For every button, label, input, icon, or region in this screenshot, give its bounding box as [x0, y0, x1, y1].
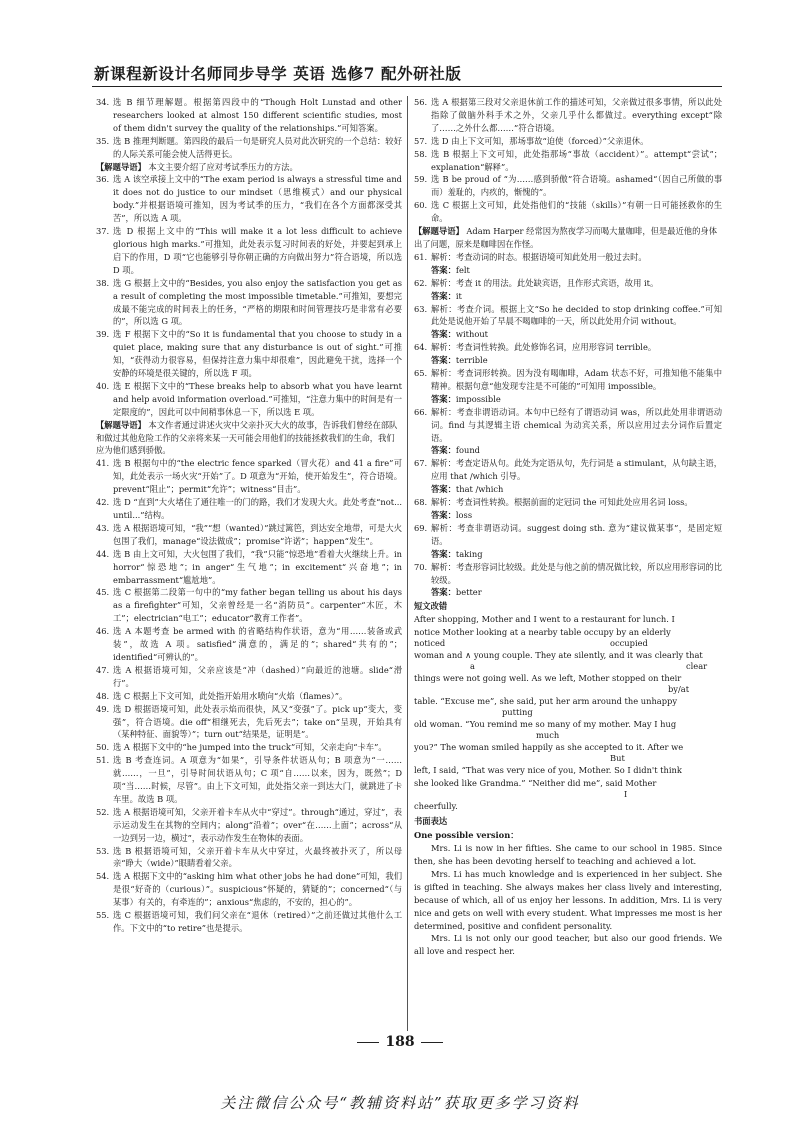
item-explanation: 选 B 推理判断题。第四段的最后一句是研究人员对此次研究的一个总结：较好的人际关系可能会使人活得更长。	[113, 135, 402, 159]
item-explanation: 解析：考查动词的时态。根据语境可知此处用一般过去时。	[431, 251, 647, 262]
item-explanation: 选 D “直到”大火堵住了通往唯一的门的路，我们才发现大火。此处考查“not... until...”结构。	[113, 497, 402, 520]
correction-fix: a	[470, 661, 475, 672]
answer-item	[414, 561, 722, 587]
answer-label: 答案：	[431, 587, 456, 598]
reading-guide	[96, 419, 402, 458]
writing-paragraph: Mrs. Li is now in her fifties. She came to our school in 1985. Since then, she has been devoting herself to teaching and achieved a lot.	[414, 843, 722, 866]
item-number: 59.	[414, 174, 428, 185]
answer-item	[96, 496, 402, 522]
answer-item	[96, 173, 402, 225]
answer-value: it	[455, 290, 462, 301]
item-number: 45.	[96, 587, 110, 598]
correction-title: 短文改错	[414, 601, 448, 612]
item-explanation: 选 C 根据语境可知，我们问父亲在“退休（retired）”之前还做过其他什么工作。下文中的“to retire”也是提示。	[113, 910, 402, 933]
item-number: 52.	[96, 806, 110, 817]
answer-value: that /which	[455, 484, 504, 495]
reading-guide	[96, 161, 402, 174]
guide-label: 【解题导语】	[96, 161, 146, 172]
item-number: 55.	[96, 910, 110, 921]
item-explanation: 选 G 根据上文中的“Besides, you also enjoy the satisfaction you get as a result of completing the most impossible timetable.”可推知，要想完成最不能完成的时间表上的任务，“严格的期限和时间管理技巧是非常有必要的”，所以选 G 项。	[113, 277, 402, 327]
item-explanation: 选 E 根据下文中的“These breaks help to absorb what you have learnt and help avoid information overload.”可推知，“注意力集中的时间是有一定限度的”，因此可以中间稍事休息一下，所以选 E 项。	[113, 380, 402, 417]
answer-item	[414, 148, 722, 174]
answer-value: loss	[455, 510, 473, 520]
answer-item	[414, 251, 722, 264]
item-number: 62.	[414, 277, 428, 288]
answer-label: 答案：	[431, 264, 456, 275]
correction-line	[414, 777, 722, 800]
item-explanation: 选 A 根据下文中的“he jumped into the truck”可知，父亲走向“卡车”。	[113, 742, 387, 753]
footer-note: 关注微信公众号“教辅资料站”获取更多学习资料	[220, 1094, 580, 1112]
item-answer	[414, 290, 722, 303]
item-number: 38.	[96, 277, 110, 288]
right-column	[414, 96, 722, 958]
guide-label: 【解题导语】	[414, 226, 464, 237]
item-explanation: 解析：考查非谓语动词。suggest doing sth. 意为“建议做某事”，是固定短语。	[431, 522, 722, 546]
item-number: 70.	[414, 561, 428, 572]
answer-item	[96, 457, 402, 496]
item-number: 36.	[96, 174, 110, 185]
answer-item	[414, 367, 722, 393]
correction-fix: clear	[686, 661, 708, 672]
item-number: 48.	[96, 690, 110, 701]
guide-text: Adam Harper 经常因为熬夜学习而喝大量咖啡，但是最近他的身体出了问题，原来是咖啡因在作怪。	[414, 226, 717, 249]
writing-paragraph: Mrs. Li has much knowledge and is experienced in her subject. She is gifted in teaching. She always makes her class lively and interesting, because of which, all of us enjoy her lessons. In addition, Mrs. Li is very nice and gets on well with every student. What impresses me most is her determined, positive and confident personality.	[414, 868, 722, 931]
item-number: 65.	[414, 368, 428, 379]
answer-label: 答案：	[431, 484, 456, 495]
item-number: 64.	[414, 342, 428, 353]
answer-item	[414, 303, 722, 329]
item-explanation: 选 F 根据下文中的“So it is fundamental that you choose to study in a quiet place, making sure that any disturbance is out of sight.”可推知，“获得动力很容易，但保持注意力集中却很难”，因此避免干扰，选择一个安静的环境是很关键的，所以选 F 项。	[113, 329, 402, 379]
answer-item	[414, 341, 722, 354]
right-items	[414, 96, 722, 599]
answer-item	[414, 522, 722, 548]
answer-label: 答案：	[431, 548, 456, 559]
item-number: 68.	[414, 497, 428, 508]
correction-fix: occupied	[610, 638, 648, 649]
answer-item	[96, 277, 402, 329]
item-explanation: 解析：考查词性转换。此处修饰名词，应用形容词 terrible。	[431, 342, 657, 353]
item-number: 66.	[414, 406, 428, 417]
answer-item	[414, 199, 722, 225]
item-answer	[414, 328, 722, 341]
item-number: 46.	[96, 626, 110, 637]
guide-label: 【解题导语】	[96, 419, 146, 430]
item-number: 61.	[414, 251, 428, 262]
correction-line	[414, 718, 722, 741]
correction-text	[414, 613, 722, 813]
item-number: 43.	[96, 522, 110, 533]
answer-item	[96, 664, 402, 690]
correction-fix: I	[624, 789, 628, 800]
item-number: 67.	[414, 458, 428, 469]
correction-sentence: things were not going well. As we left, Mother stopped on their	[414, 673, 682, 684]
left-column	[96, 96, 402, 935]
item-explanation: 选 C 根据上下文可知，此处指开始用水喷向“火焰（flames）”。	[113, 690, 348, 701]
answer-item	[96, 548, 402, 587]
answer-value: felt	[455, 264, 470, 275]
answer-value: impossible	[455, 393, 501, 404]
correction-line	[414, 695, 722, 718]
item-number: 54.	[96, 871, 110, 882]
reading-guide	[414, 225, 722, 251]
answer-item	[414, 496, 722, 509]
answer-item	[96, 328, 402, 380]
page-number: 188	[0, 1034, 800, 1050]
item-number: 42.	[96, 497, 110, 508]
writing-paragraph: Mrs. Li is not only our good teacher, but also our good friends. We all love and respect her.	[414, 933, 722, 957]
page-header	[92, 52, 722, 87]
answer-item	[96, 703, 402, 742]
item-explanation: 选 B 根据上下文可知，此处指那场“事故（accident）”。attempt“尝试”；explanation“解释”。	[431, 148, 722, 172]
item-explanation: 选 D 根据语境可知，此处表示焰而很快，风又“变强”了。pick up“变大，变强”，符合语境。die off“相继死去，先后死去”；take on“呈现，开始具有（某种特征、面貌等）”；turn out“结果是，证明是”。	[113, 703, 402, 740]
item-explanation: 选 A 该空承接上文中的“The exam period is always a stressful time and it does not do justice to our mindset（思维模式）and our physical body.”并根据语境可推知，因为考试季的压力，“我们在各个方面都深受其苦”，所以选 A 项。	[113, 174, 402, 224]
item-explanation: 选 A 根据下文中的“asking him what other jobs he had done”可知，我们是很“好奇的（curious）”。suspicious“怀疑的，猜疑的”；concerned“（与某事）有关的，有牵连的”；anxious“焦虑的，不安的，担心的”。	[113, 871, 402, 908]
item-number: 50.	[96, 742, 110, 753]
answer-label: 答案：	[431, 510, 456, 520]
item-explanation: 解析：考查介词。根据上文“So he decided to stop drinking coffee.”可知此处是说他开始了早晨不喝咖啡的一天，所以此处用介词 without。	[431, 303, 722, 327]
item-answer	[414, 354, 722, 367]
answer-value: better	[455, 587, 482, 598]
answer-item	[96, 380, 402, 419]
item-explanation: 选 B 根据句中的“the electric fence sparked（冒火花）and 41 a fire”可知，此处表示一场火灾“开始”了。D 项意为“开始，使开始发生”，符合语境。prevent“阻止”；permit“允许”；witness“目击”。	[113, 458, 402, 495]
answer-item	[96, 909, 402, 935]
item-number: 40.	[96, 380, 110, 391]
item-explanation: 选 B be proud of “为……感到骄傲”符合语境。ashamed“（因自己所做的事而）羞耻的，内疚的，惭愧的”。	[431, 174, 722, 198]
correction-line	[414, 800, 722, 813]
correction-sentence: left, I said, “That was very nice of you, Mother. So I didn't think	[414, 765, 682, 776]
correction-line	[414, 649, 722, 672]
answer-item	[96, 625, 402, 664]
answer-item	[414, 406, 722, 445]
correction-fix: much	[536, 730, 560, 741]
item-explanation: 解析：考查词形转换。因为没有喝咖啡，Adam 状态不好，可推知他不能集中精神。根据句意“他发现专注是不可能的”可知用 impossible。	[431, 368, 722, 391]
item-explanation: 选 A 根据第三段对父亲退休前工作的描述可知，父亲做过很多事情，所以此处指除了做脑外科手术之外，父亲几乎什么都做过。everything except“除了……之外什么都……”符合语境。	[431, 97, 722, 133]
item-number: 57.	[414, 135, 428, 146]
correction-fix: putting	[502, 707, 533, 718]
answer-item	[96, 806, 402, 845]
item-explanation: 选 A 本题考查 be armed with 的省略结构作状语，意为“用……装备或武装”，故选 A 项。satisfied“满意的，满足的”；shared“共有的”；identified“可辨认的”。	[113, 626, 402, 662]
answer-item	[96, 225, 402, 277]
item-number: 51.	[96, 755, 110, 766]
answer-item	[414, 457, 722, 483]
item-explanation: 选 B 考查连词。A 项意为“如果”，引导条件状语从句；B 项意为“一……就……，一旦”，引导时间状语从句；C 项“自……以来，因为，既然”；D 项“当……时候，尽管”。由上下文可知，此处指父亲一到达大门，就跳进了卡车里。故选 B 项。	[113, 755, 402, 804]
item-number: 49.	[96, 703, 110, 714]
answer-item	[96, 586, 402, 625]
item-number: 37.	[96, 226, 110, 237]
writing-subtitle: One possible version：	[414, 830, 519, 841]
item-number: 58.	[414, 148, 428, 159]
answer-item	[96, 845, 402, 871]
item-explanation: 选 D 根据上文中的“This will make it a lot less difficult to achieve glorious high marks.”可推知，此处表示复习时间表的好处，并要起到承上启下的作用，D 项“它也能够引导你朝正确的方向做出努力”符合语境，所以选 D 项。	[113, 226, 402, 275]
answer-value: taking	[455, 548, 483, 559]
answer-item	[96, 690, 402, 703]
item-explanation: 选 A 根据语境可知，父亲开着卡车从火中“穿过”。through“通过，穿过”，表示运动发生在其物的空间内；along“沿着”；over“在……上面”；across“从一边到另一边，横过”，表示动作发生在物体的表面。	[113, 806, 402, 843]
item-answer	[414, 393, 722, 406]
item-number: 63.	[414, 303, 428, 314]
writing-body	[414, 842, 722, 958]
correction-sentence: After shopping, Mother and I went to a restaurant for lunch. I	[414, 614, 675, 625]
item-explanation: 解析：考查定语从句。此处为定语从句，先行词是 a stimulant，从句缺主语，应用 that /which 引导。	[431, 458, 722, 482]
answer-item	[96, 741, 402, 754]
answer-label: 答案：	[431, 355, 456, 366]
item-explanation: 解析：考查形容词比较级。此处是与他之前的情况做比较，所以应用形容词的比较级。	[431, 561, 722, 585]
correction-fix: But	[610, 753, 625, 764]
item-number: 44.	[96, 548, 110, 559]
correction-line	[414, 613, 722, 626]
item-number: 60.	[414, 200, 428, 211]
answer-value: terrible	[455, 355, 488, 366]
item-number: 39.	[96, 329, 110, 340]
item-explanation: 选 A 根据语境可知，父亲应该是“冲（dashed）”向最近的池塘。slide“滑行”。	[113, 664, 402, 688]
item-explanation: 选 B 根据语境可知，父亲开着卡车从火中穿过，火最终被扑灭了，所以母亲“睁大（wide）”眼睛看着父亲。	[113, 845, 402, 869]
correction-sentence: table. “Excuse me”, she said, put her arm around the unhappy	[414, 696, 678, 707]
item-explanation: 选 B 细节理解题。根据第四段中的“Though Holt Lunstad and other researchers looked at almost 150 different scientific studies, most of them didn't survey the quality of the relationships.”可知答案。	[113, 97, 402, 133]
writing-title: 书面表达	[414, 816, 448, 827]
correction-line	[414, 626, 722, 649]
answer-value: without	[455, 329, 489, 340]
item-explanation: 解析：考查非谓语动词。本句中已经有了谓语动词 was，所以此处用非谓语动词。find 与其逻辑主语 chemical 为动宾关系，所以应用过去分词作后置定语。	[431, 406, 722, 443]
answer-item	[96, 135, 402, 161]
correction-line	[414, 741, 722, 764]
answer-item	[414, 135, 722, 148]
answer-item	[414, 277, 722, 290]
header-title: 新课程新设计名师同步导学 英语 选修7 配外研社版	[94, 64, 462, 83]
item-number: 69.	[414, 522, 428, 533]
item-answer	[414, 586, 722, 599]
correction-sentence: woman and ∧ young couple. They ate silently, and it was clearly that	[414, 650, 703, 661]
item-explanation: 选 D 由上下文可知，那场事故“迫使（forced）”父亲退休。	[431, 135, 649, 146]
column-divider	[407, 96, 408, 1031]
item-answer	[414, 444, 722, 457]
item-explanation: 选 A 根据语境可知，“我”“想（wanted）”跳过篱笆，到达安全地带，可是大火包围了我们，manage“设法做成”；promise“许诺”；happen“发生”。	[113, 522, 402, 546]
item-number: 34.	[96, 97, 110, 107]
answer-item	[414, 173, 722, 199]
answer-label: 答案：	[431, 393, 456, 404]
correction-fix: noticed	[414, 638, 446, 649]
item-answer	[414, 548, 722, 561]
item-number: 41.	[96, 458, 110, 469]
item-number: 35.	[96, 135, 110, 146]
guide-text: 本文作者通过讲述火灾中父亲扑灭大火的故事，告诉我们曾经在部队和做过其他危险工作的父亲将来某一天可能会用他们的技能拯救我们的生命，我们应为他们感到骄傲。	[96, 419, 398, 456]
item-answer	[414, 483, 722, 496]
item-number: 47.	[96, 664, 110, 675]
correction-sentence: cheerfully.	[414, 801, 458, 812]
answer-item	[96, 522, 402, 548]
answer-value: found	[455, 445, 480, 456]
correction-fix: by/at	[668, 684, 690, 695]
answer-item	[96, 870, 402, 909]
guide-text: 本文主要介绍了应对考试季压力的方法。	[145, 161, 298, 172]
answer-item	[96, 754, 402, 806]
item-explanation: 选 B 由上文可知，大火包围了我们，“我”只能“惊恐地”看着大火继续上升。in horror“惊恐地”；in anger“生气地”；in excitement“兴奋地”；in embarrassment“尴尬地”。	[113, 548, 402, 585]
correction-line	[414, 672, 722, 695]
correction-sentence: old woman. “You remind me so many of my mother. May I hug	[414, 719, 677, 730]
correction-sentence: you?” The woman smiled happily as she accepted to it. After we	[414, 742, 684, 753]
item-answer	[414, 264, 722, 277]
item-number: 56.	[414, 97, 428, 107]
answer-label: 答案：	[431, 290, 456, 301]
answer-item	[414, 96, 722, 135]
answer-label: 答案：	[431, 329, 456, 340]
item-explanation: 选 C 根据第二段第一句中的“my father began telling us about his days as a firefighter”可知，父亲曾经是一名“消防员”。carpenter“木匠，木工”；electrician“电工”；educator“教育工作者”。	[113, 587, 402, 624]
correction-sentence: notice Mother looking at a nearby table occupy by an elderly	[414, 627, 671, 638]
item-explanation: 解析：考查 it 的用法。此处缺宾语，且作形式宾语，故用 it。	[431, 277, 659, 288]
answer-label: 答案：	[431, 445, 456, 456]
item-answer	[414, 509, 722, 522]
correction-sentence: she looked like Grandma.” “Neither did me”, said Mother	[414, 778, 657, 789]
item-explanation: 选 C 根据上文可知，此处指他们的“技能（skills）”有朝一日可能拯救你的生命。	[431, 200, 722, 224]
item-number: 53.	[96, 845, 110, 856]
answer-item	[96, 96, 402, 135]
correction-line	[414, 764, 722, 777]
item-explanation: 解析：考查词性转换。根据前面的定冠词 the 可知此处应用名词 loss。	[431, 497, 693, 508]
